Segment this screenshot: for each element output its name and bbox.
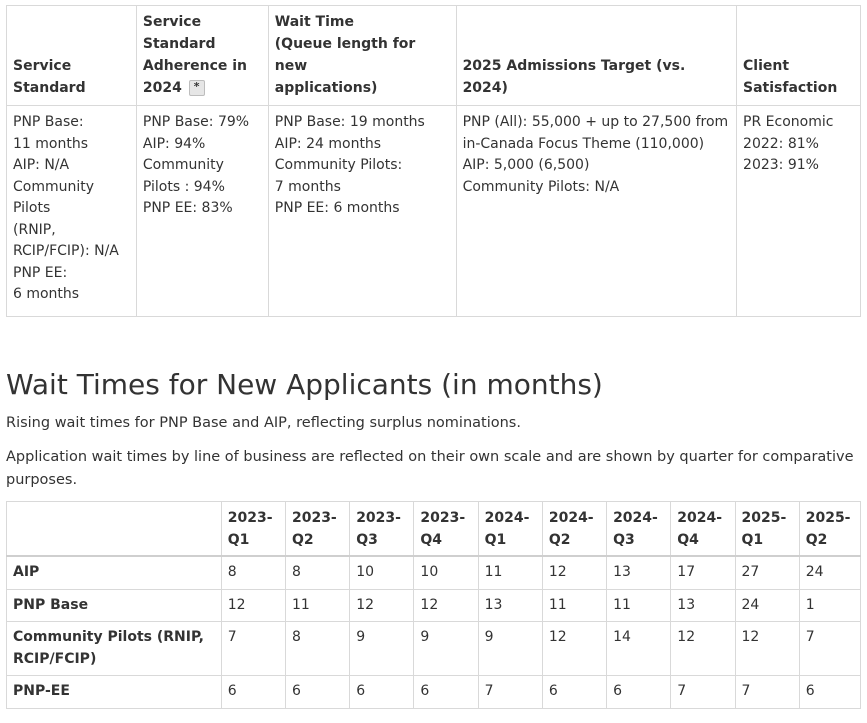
wait-value-cell: 13 bbox=[671, 589, 735, 622]
wait-value-cell: 11 bbox=[607, 589, 671, 622]
header-quarter: 2023- Q1 bbox=[221, 502, 285, 557]
wait-value-cell: 8 bbox=[285, 556, 349, 589]
wait-value-cell: 8 bbox=[221, 556, 285, 589]
row-label: PNP Base bbox=[7, 589, 222, 622]
service-standard-table bbox=[6, 5, 861, 317]
wait-value-cell: 12 bbox=[350, 589, 414, 622]
row-label: Community Pilots (RNIP, RCIP/FCIP) bbox=[7, 622, 222, 676]
wait-value-cell: 6 bbox=[799, 676, 860, 709]
wait-value-cell: 9 bbox=[350, 622, 414, 676]
wait-value-cell: 1 bbox=[799, 589, 860, 622]
wait-value-cell: 9 bbox=[414, 622, 478, 676]
wait-value-cell: 8 bbox=[285, 622, 349, 676]
table-row bbox=[7, 589, 861, 622]
footnote-asterisk-button[interactable]: * bbox=[189, 80, 205, 96]
wait-value-cell: 7 bbox=[478, 676, 542, 709]
header-admissions-target: 2025 Admissions Target (vs. 2024) bbox=[456, 6, 736, 106]
header-quarter: 2023- Q3 bbox=[350, 502, 414, 557]
cell-adherence: PNP Base: 79% AIP: 94% Community Pilots : 94% PNP EE: 83% bbox=[136, 106, 268, 317]
header-service-standard-adherence: Service Standard Adherence in 2024 * bbox=[136, 6, 268, 106]
wait-value-cell: 11 bbox=[285, 589, 349, 622]
header-service-standard: Service Standard bbox=[7, 6, 137, 106]
wait-value-cell: 6 bbox=[607, 676, 671, 709]
wait-value-cell: 7 bbox=[735, 676, 799, 709]
wait-table-header-row bbox=[7, 502, 861, 557]
wait-value-cell: 10 bbox=[350, 556, 414, 589]
section-paragraph-1: Rising wait times for PNP Base and AIP, reflecting surplus nominations. bbox=[6, 415, 521, 431]
wait-value-cell: 7 bbox=[671, 676, 735, 709]
wait-times-table bbox=[6, 501, 861, 709]
row-label: PNP-EE bbox=[7, 676, 222, 709]
wait-value-cell: 7 bbox=[221, 622, 285, 676]
wait-value-cell: 12 bbox=[414, 589, 478, 622]
wait-value-cell: 11 bbox=[478, 556, 542, 589]
cell-admissions-target: PNP (All): 55,000 + up to 27,500 from in-Canada Focus Theme (110,000) AIP: 5,000 (6,500) Community Pilots: N/A bbox=[456, 106, 736, 317]
header-quarter: 2023- Q4 bbox=[414, 502, 478, 557]
wait-value-cell: 12 bbox=[735, 622, 799, 676]
section-title: Wait Times for New Applicants (in months) bbox=[6, 368, 603, 401]
wait-value-cell: 12 bbox=[542, 622, 606, 676]
wait-value-cell: 24 bbox=[799, 556, 860, 589]
wait-value-cell: 11 bbox=[542, 589, 606, 622]
cell-wait-time: PNP Base: 19 months AIP: 24 months Community Pilots: 7 months PNP EE: 6 months bbox=[268, 106, 456, 317]
service-table-header-row bbox=[7, 6, 861, 106]
section-paragraph-2: Application wait times by line of business are reflected on their own scale and are shown by quarter for comparative purposes. bbox=[6, 449, 854, 488]
header-quarter: 2025- Q2 bbox=[799, 502, 860, 557]
wait-value-cell: 17 bbox=[671, 556, 735, 589]
wait-value-cell: 10 bbox=[414, 556, 478, 589]
header-quarter: 2024- Q3 bbox=[607, 502, 671, 557]
header-wait-time: Wait Time (Queue length for new applications) bbox=[268, 6, 456, 106]
wait-value-cell: 6 bbox=[542, 676, 606, 709]
wait-value-cell: 7 bbox=[799, 622, 860, 676]
wait-value-cell: 24 bbox=[735, 589, 799, 622]
header-quarter: 2024- Q1 bbox=[478, 502, 542, 557]
header-quarter: 2024- Q4 bbox=[671, 502, 735, 557]
header-empty-corner bbox=[7, 502, 222, 557]
cell-service-standard: PNP Base: 11 months AIP: N/A Community Pilots (RNIP, RCIP/FCIP): N/A PNP EE: 6 months bbox=[7, 106, 137, 317]
wait-value-cell: 14 bbox=[607, 622, 671, 676]
cell-client-satisfaction: PR Economic 2022: 81% 2023: 91% bbox=[737, 106, 861, 317]
header-quarter: 2025- Q1 bbox=[735, 502, 799, 557]
wait-value-cell: 6 bbox=[221, 676, 285, 709]
wait-value-cell: 6 bbox=[350, 676, 414, 709]
wait-value-cell: 13 bbox=[478, 589, 542, 622]
wait-value-cell: 12 bbox=[221, 589, 285, 622]
table-row bbox=[7, 556, 861, 589]
wait-value-cell: 6 bbox=[285, 676, 349, 709]
row-label: AIP bbox=[7, 556, 222, 589]
wait-value-cell: 9 bbox=[478, 622, 542, 676]
table-row bbox=[7, 676, 861, 709]
wait-value-cell: 12 bbox=[542, 556, 606, 589]
wait-value-cell: 13 bbox=[607, 556, 671, 589]
header-client-satisfaction: Client Satisfaction bbox=[737, 6, 861, 106]
wait-value-cell: 6 bbox=[414, 676, 478, 709]
wait-value-cell: 27 bbox=[735, 556, 799, 589]
header-quarter: 2024- Q2 bbox=[542, 502, 606, 557]
wait-value-cell: 12 bbox=[671, 622, 735, 676]
header-quarter: 2023- Q2 bbox=[285, 502, 349, 557]
table-row bbox=[7, 622, 861, 676]
service-table-row bbox=[7, 106, 861, 317]
